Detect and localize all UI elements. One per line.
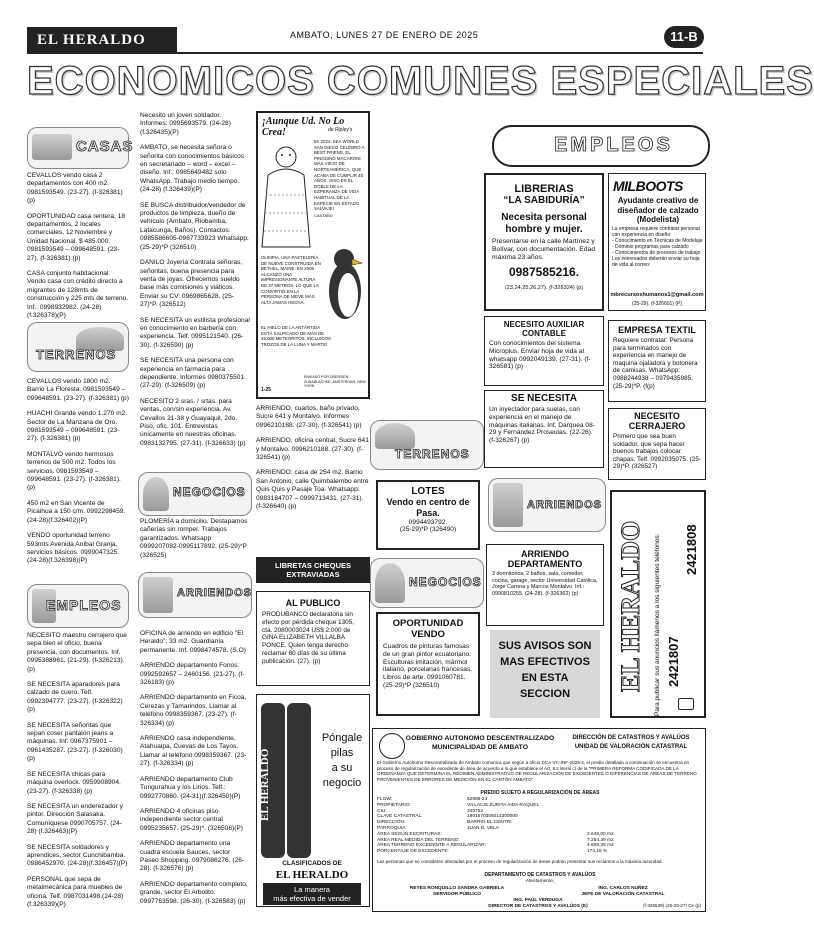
- list-item: ARRIENDO departamento Club Tungurahua y los Lirios. Telf.: 0992770860. (24-31)(f.326450)(P): [140, 775, 241, 800]
- person-icon: [493, 483, 523, 527]
- lotes-phone: 0994493792.: [408, 519, 448, 526]
- promo-line: a su: [331, 762, 353, 774]
- list-item: VENDO oportunidad terreno 593mts Avenida Aníbal Granja, servicios básicos. 0999047325. (24-28)(f.326398)(P): [27, 532, 120, 565]
- terrenos-banner: [27, 322, 129, 372]
- se-necesita-box: [484, 390, 604, 468]
- field-label: CIU:: [377, 808, 387, 814]
- empresa-text: Requiere contratar: Persona para terminados con experiencia en manejo de maquina ojaladora y botonera de camisas. WhatsApp: 0988244938 – 0979435985. (25-29)*P. (f(p): [613, 337, 698, 390]
- list-item: DANILO Joyería Contrata señoras, señoritas, buena presencia para venta de joyas. Ofrecemos sueldo base más comisiones y viáticos. Enviar su CV: 0969865628. (25-27)*P. (326512): [140, 259, 243, 309]
- gad-predio-title: PREDIO SUJETO A REGULARIZACIÓN DE ÁREAS: [480, 790, 600, 796]
- list-item: ARRIENDO departamento completo, grande, sector El Arbolito. 0997763598. (26-30). (f-326583) (p): [140, 880, 248, 905]
- ripley-title: ¡Aunque Ud. No Lo Crea!: [262, 116, 345, 138]
- empleos-banner: [27, 584, 129, 628]
- field-value: JUAN B. VELA: [467, 825, 499, 831]
- field-label: DIRECCIÓN:: [377, 820, 406, 826]
- area-label: ÁREA REAL MEDIDA DEL TERRENO:: [377, 837, 460, 843]
- field-value: 349752: [467, 808, 484, 814]
- casas-banner: [27, 127, 134, 169]
- header-rule: [27, 52, 703, 54]
- list-item: SE BUSCA distribuidor/vendedor de productos de limpieza, dueño de vehículo (Ambato, Riobamba, Latacunga, Baños). Contactos: 0985586605-0967733923 Whatsapp. (25-29)*P (326510): [140, 201, 249, 251]
- promo-slogan: [315, 731, 369, 791]
- lotes-box: [376, 480, 480, 550]
- penguin-illustration: [322, 243, 368, 323]
- empleos-ads: [27, 632, 129, 916]
- milboots-email: mbrecursoshumanos1@gmail.com: [610, 292, 704, 298]
- businessman-icon: [143, 477, 169, 511]
- librerias-need: Necesita personal hombre y mujer.: [501, 212, 587, 235]
- negocios-banner-2: [370, 558, 484, 608]
- ripley-panel: [256, 111, 370, 399]
- librerias-phone: 0987585216.: [508, 264, 580, 279]
- arriendos-label: ARRIENDOS: [177, 587, 253, 599]
- milboots-code: (25-29). (f-326601) (P): [631, 301, 683, 307]
- col3-ads: [256, 405, 370, 518]
- list-item: ARRIENDO departamento una cuadra escuela Sauces, sector Paseo Shopping. 0979086276. (26-28). (f-326576) (p): [140, 840, 245, 873]
- casas-label: CASAS: [76, 138, 134, 155]
- milboots-title: Ayudante creativo de diseñador de calzado (Modelista): [617, 196, 699, 224]
- empresa-textil-box: [608, 320, 706, 402]
- heraldo-line: Para publicar sus anuncios llámenos a los siguientes teléfonos:: [654, 533, 661, 716]
- librerias-code: (23,24,25,26,27). (f-326324) (p): [504, 284, 584, 291]
- gad-notice: [372, 728, 706, 912]
- promo-footer: [263, 883, 361, 905]
- se-necesita-text: Un inyectador para suelas, con experiencia en el manejo de máquinas italianas. Inf. Darquea 08-29 y Fernández Proseulas. (22-26). (f-326267) (p): [489, 406, 595, 445]
- gad-fields: [377, 797, 703, 855]
- heraldo-phone-panel: [610, 490, 706, 718]
- gad-signature-1: [377, 886, 537, 898]
- se-necesita-title: SE NECESITA: [511, 393, 577, 404]
- tree-icon: [375, 423, 415, 449]
- ripley-fact-3: EL HIELO DE LA ANTÁRTIDA ESTÁ SALPICADO DE MÁS DE 45.000 METEORITOS, INCLUIDOS TROZOS DE LA LUNA Y MARTE!: [261, 325, 331, 347]
- list-item: AMBATO, se necesita señora o señorita con conocimientos básicos en secretariado – word – excel – diseño. Inf.: 0985649482 solo WhatsApp. Trabajo medio tiempo. (24-28) (f.326439)(P): [140, 144, 245, 194]
- list-item: ARRIENDO departamento Fonos: 0992592657 – 2460156. (21-27). (f-326183) (p): [140, 662, 245, 687]
- phone-icon: [678, 698, 694, 710]
- list-item: - Conocimiento en Técnicas de Modelaje: [612, 238, 703, 244]
- negocios-label: NEGOCIOS: [173, 485, 246, 499]
- section-title: ECONOMICOS COMUNES ESPECIALES: [27, 59, 814, 103]
- list-item: CEVALLOS vendo casa 2 departamentos con 400 m2. 0981593549. (23-27). (f-326381) (p): [27, 172, 123, 205]
- terrenos-banner-2: [370, 420, 484, 470]
- signer-role: JEFE DE VALORACIÓN CATASTRAL: [581, 891, 665, 897]
- list-item: OFICINA de arriendo en edificio "El Heraldo"; 33 m2. Guardianía permanente. Inf. 0998474578. (S.O): [140, 630, 246, 654]
- list-item: ARRIENDO casa independiente, Atahualpa, Cuevas de Los Tayos. Llamar al teléfono 0998359367. (23-27). (f-326334) (p): [140, 735, 247, 768]
- promo-footer-line: más efectiva de vender: [273, 894, 351, 903]
- terrenos-label-2: TERRENOS: [395, 447, 470, 461]
- list-item: SE NECESITA una persona con experiencia en farmacia para dependiente. Informes 0980375501. (27-29). (f-326509) (p): [140, 357, 246, 390]
- milboots-body: [612, 226, 704, 268]
- librerias-box: [484, 173, 604, 311]
- businessman-icon: [375, 563, 405, 603]
- list-item: SE NECESITA soldadores y aprendices, sector Cunchibamba. 0986452970. (24-28)(f.326457)(P): [27, 843, 128, 868]
- arriendo-departamento-box: [486, 544, 604, 626]
- promo-line: negocio: [322, 777, 362, 789]
- field-label: FLOW:: [377, 797, 393, 802]
- field-value: BARRIO EL CENTRI: [467, 820, 512, 826]
- cerrajero-text: Primero que sea buen soldador, que sepa hacer buenos trabajos colocar chapas. Telf. 0992035075. (25-29)*P. (326527): [613, 433, 701, 471]
- list-item: PERSONAL que sepa de metalmecánica para muebles de oficina. Telf. 0987031498.(24-28) (f.326339)(P): [27, 875, 124, 908]
- oportunidad-text: Cuadros de pinturas famosas de un gran pintor ecuatoriano. Esculturas imitación, mármol italiano, porcelanas francesas. Libros de arte. 0991060781. (25-29)*P (326510): [383, 643, 473, 689]
- heraldo-phone-1: 2421807: [666, 636, 681, 688]
- date-line: AMBATO, LUNES 27 DE ENERO DE 2025: [290, 30, 479, 40]
- promo-brand: EL HERALDO: [275, 869, 349, 881]
- negocios-ad: [140, 518, 250, 567]
- gad-right-header: [559, 734, 703, 752]
- list-item: ARRIENDO: casa de 254 m2. Barrio San Antonio, calle Quimbalembo entre Quis Quis y Pasaje Toa. Whatsapp: 0983184707 – 0999713431. (27-31). (f-326640) (p): [256, 469, 369, 511]
- gad-left-header: [405, 734, 555, 752]
- signer-role: DIRECTOR DE CATASTROS Y AVALÚOS (E): [488, 903, 588, 909]
- area-label: ÁREA TERRENO EXCEDENTE A REGULARIZAR:: [377, 843, 486, 849]
- empleos-top-banner: [492, 125, 710, 167]
- terrenos-ads: [27, 378, 129, 573]
- milboots-intro: La empresa requiere contratar personal con experiencia en diseño:: [612, 226, 700, 238]
- milboots-box: [608, 173, 706, 311]
- snowman-illustration: [260, 139, 312, 249]
- empleos-label: EMPLEOS: [46, 597, 122, 613]
- field-label: PARROQUIA:: [377, 825, 407, 831]
- libretas-banner: LIBRETAS CHEQUES EXTRAVIADAS: [256, 557, 370, 583]
- al-publico-box: [256, 591, 370, 686]
- list-item: CASA conjunto habitacional. Vendo casa con crédito directo a migrantes de 128mts de construcción y 225 mts de terreno. Inf.: 0998932982. (24-28)(f.326378)(P): [27, 270, 129, 320]
- list-item: PLOMERÍA a domicilio. Destapamos cañerías sin romper. Trabajos garantizados. Whatsapp 0999207082-0995117892. (25-29)*P (326525): [140, 518, 248, 559]
- signer-name: ING. PAÚL VERDUGA: [513, 898, 563, 903]
- area-label: ÁREA SEGÚN ESCRITURAS:: [377, 831, 442, 837]
- empresa-title: EMPRESA TEXTIL: [618, 325, 696, 335]
- auxiliar-box: [484, 316, 604, 386]
- gad-signature-3: [453, 898, 623, 910]
- gad-right-sub: UNIDAD DE VALORACIÓN CATASTRAL: [574, 744, 688, 750]
- ripley-credit: ENVIADO POR DREISSEN ZUNABLACHKE, AMSTERDAM, NEW YORK.: [304, 375, 366, 389]
- field-value: 1801570306014300000: [467, 814, 518, 820]
- al-publico-title: AL PUBLICO: [285, 598, 341, 608]
- list-item: - Conocimientos de procesos de trabajo: [612, 250, 701, 256]
- list-item: OPORTUNIDAD casa rentera, 18 departamentos, 2 locales comerciales, 12 Noviembre y Unidad Nacional. $ 485.000. 0981593549 – 099648591. (23-27). (f-326381) (p): [27, 212, 126, 262]
- list-item: SE NECESITA un enderezador y pintor. Dirección Salasaka. Comuníquese 0990705757. (24-28) (f.326463)(P): [27, 802, 123, 836]
- field-value: 62896-24: [467, 797, 488, 802]
- arriendo-title: ARRIENDO DEPARTAMENTO: [507, 549, 583, 569]
- milboots-logo: MILBOOTS: [613, 178, 683, 194]
- list-item: MONTALVO vendo hermosos terrenos de 500 m2. Todos los servicios. 0981593549 – 099648591. (23-27). (f-326381). (p): [27, 450, 121, 492]
- list-item: SE NECESITA señoritas que sepan coser pantalón jeans a máquinas. Inf. 0967375901 – 0961435287. (23-27). (f-326030) (p): [27, 721, 123, 763]
- casas-ads: [27, 172, 129, 328]
- list-item: ARRIENDO, oficina central, Sucre 641 y Montalvo. 0996210188. (27-30). (f-326541) (p): [256, 437, 369, 462]
- gad-dept: DEPARTAMENTO DE CATASTROS Y AVALÚOS: [484, 872, 596, 878]
- lotes-title: LOTES: [411, 486, 445, 497]
- promo-box: [256, 694, 370, 907]
- gad-right-title: DIRECCIÓN DE CATASTROS Y AVALÚOS: [572, 735, 690, 741]
- list-item: NECESITO maestro cerrajero que sepa bien el oficio, buena presencia, con documentos. Inf. 0995388961. (21-29). (f-326213). (p): [27, 632, 127, 673]
- cerrajero-box: [608, 408, 706, 480]
- arriendos-banner-2: [488, 478, 606, 532]
- empleos-top-label: EMPLEOS: [554, 134, 673, 156]
- field-label: CLAVE CATASTRAL:: [377, 814, 423, 820]
- auxiliar-text: Con conocimientos del sistema Microplus. Enviar hoja de vida al whatsapp 0992049139. (27-31). (f-326581) (p): [489, 340, 591, 371]
- person-icon: [143, 577, 173, 613]
- oportunidad-box: [376, 612, 480, 716]
- gad-code: (f-326539) (25-26-27) Ce (p): [643, 903, 701, 908]
- col2-ads: [140, 112, 250, 455]
- house-icon: [32, 134, 72, 160]
- list-item: Necesito un joven soldador. Informes: 0995693579. (24-28) (f.326435)(P): [140, 112, 231, 136]
- auxiliar-title: NECESITO AUXILIAR CONTABLE: [503, 320, 585, 338]
- gad-left-title: GOBIERNO AUTONOMO DESCENTRALIZADO: [405, 735, 555, 742]
- promo-footer-line: La manera: [294, 885, 330, 894]
- list-item: ARRIENDO departamento en Ficoa, Cerezas y Tamarindos. Llamar al teléfono 0998359367. (23-27). (f-326334) (p): [140, 694, 247, 727]
- list-item: HUACHI Grande vendo 1.270 m2. Sector de La Manzana de Oro. 0981593549 – 099648591. (23-27). (f-326381) (p): [27, 410, 128, 443]
- gad-left-sub: MUNICIPALIDAD DE AMBATO: [431, 744, 529, 751]
- oportunidad-title: OPORTUNIDAD VENDO: [392, 618, 464, 640]
- ripley-fact-1: En 2024, SEA WORLD SAN DIEGO CELEBRÓ A BEST FRIEND, EL PINGÜINO MACARONI MÁS VIEJO DE NORTEAMÉRICA, QUE ACABA DE CUMPLIR 40 AÑOS. ¡ESO ES EL DOBLE DE LA ESPERANZA DE VIDA HABITUAL DE LA ESPECIE EN ESTADO SALVAJE!: [314, 139, 365, 212]
- al-publico-text: PRODUBANCO declaratoria sin efecto por pérdida cheque 1305, cta. 2080003024 US$ 2.000 de GINA ELIZABETH VILLALBA PONCE. Quien tenga derecho reclamar 60 días de su última publicación. (27). (p): [262, 611, 355, 665]
- area-row: [377, 849, 703, 855]
- list-item: ARRIENDO, cuartos, baño privado, Sucre 641 y Montalvo. Informes 0996210188. (27-30). (f-326541) (p): [256, 405, 362, 429]
- gad-atentamente: Atentamente,: [525, 879, 555, 884]
- promo-clasificados: CLASIFICADOS DE: [282, 860, 342, 867]
- list-item: 450 m2 en San Vicente de Picaihua a 150 c/m. 0992298459. (24-28)(f.326402)(P): [27, 499, 126, 524]
- gad-signature-2: [543, 886, 703, 898]
- avisos-panel: SUS AVISOS SON MAS EFECTIVOS EN ESTA SECCION: [490, 630, 600, 718]
- field-value: VILLACIS ZURITA AIDA RAQUEL: [467, 802, 540, 808]
- negocios-label-2: NEGOCIOS: [409, 575, 482, 589]
- signer-name: ING. CARLOS NUÑEZ: [598, 886, 648, 891]
- promo-brand-vertical: EL HERALDO: [259, 748, 271, 822]
- promo-line: pilas: [330, 747, 354, 759]
- ripley-fact-2: OLIMPIA, UNA PASTELERÍA DE NUEVE CONSTRUIDA EN BETHEL, MAINE, EN 2008 ALCANZÓ UNA IMPRESIONANTE ALTURA DE 37 METROS, LO QUE LA CONVIRTIÓ EN LA PERSONA DE NIEVE MÁS ALTA JAMÁS HECHA.: [261, 255, 321, 305]
- negocios-banner: [138, 472, 252, 516]
- list-item: NECESITO 2 sras. / srtas. para ventas, con/sin experiencia. Av. Cevallos 21-38 y Guayaquil, 2do. Piso, ofic. 101. Entrevistas únicamente en nuestras oficinas. 0983132795. (27-31). (f-326633) (p): [140, 397, 246, 447]
- librerias-title: LIBRERIAS: [514, 183, 574, 195]
- ripley-brand: de Ripley's: [328, 127, 353, 133]
- list-item: ARRIENDO 4 oficinas piso independiente sector central 0995235657. (25-29)*. (326506)(P): [140, 807, 244, 832]
- page-number: 11-B: [664, 26, 704, 48]
- list-item: SE NECESITA chicas para máquina overlock. 0959908904. (23-27). (f-326338) (p): [27, 770, 121, 795]
- list-item: - Dominio programas para calzado: [612, 244, 689, 250]
- signer-name: REYES RONQUILLO SANDRA GABRIELA: [409, 886, 505, 891]
- lotes-code: (25-29)*P (326490): [399, 526, 457, 533]
- promo-line: Póngale: [321, 732, 363, 744]
- gad-note: Las personas que se consideren afectadas por el proceso de regularización de áreas podrán presentar sus reclamos a la máxima autoridad.: [377, 859, 663, 864]
- arriendos-label-2: ARRIENDOS: [527, 499, 603, 511]
- terrenos-label: TERRENOS: [36, 347, 117, 362]
- newspaper-name-tag: EL HERALDO: [27, 27, 177, 53]
- list-item: CEVALLOS vendo 1800 m2. Barrio La Floresta. 0981593549 – 099648591. (23-27). (f-326381) (p): [27, 378, 129, 402]
- ripley-date: 1-25: [261, 387, 272, 393]
- arriendos-banner: [138, 572, 252, 618]
- municipality-seal-icon: [379, 733, 405, 759]
- area-label: PORCENTAJE DE EXCEDENTE:: [377, 849, 449, 855]
- area-value: 4.608,39 m2: [587, 843, 614, 849]
- librerias-name: “LA SABIDURÍA”: [503, 195, 585, 206]
- arriendo-text: 3 dormitorios, 2 baños, sala, comedor, cocina, garage, sector Universidad Católica, Jorge Carrera y Marcos Montalvo. Inf.: 0990810255. (24-28). (f-326362) (p): [492, 571, 598, 597]
- arriendos-ads: [140, 630, 250, 913]
- heraldo-phone-2: 2421808: [684, 524, 699, 576]
- cerrajero-title: NECESITO CERRAJERO: [628, 411, 686, 431]
- field-label: PROPIETARIO:: [377, 802, 411, 808]
- area-value: 174,16 %: [587, 849, 608, 855]
- area-value: 2.646,00 m2.: [587, 831, 616, 837]
- list-item: SE NECESITA aparadores para calzado de cuero. Telf. 0992394777. (23-27). (f-326322) (p): [27, 681, 123, 714]
- area-value: 7.254,39 m2: [587, 837, 614, 843]
- gad-body: El Gobierno Autónomo Descentralizado de Ambato comunica que según a oficio DCA-VC-INF-2025-2, el predio detallado a continuación se encuentra en proceso de regularización de excedente de área de acuerdo a lo que establece el Art. 8.2 literal c) de la “PRIMERA REFORMA CODIFICADA DE LA ORDENANZA QUE DETERMINA EL RÉGIMEN ADMINISTRATIVO DE REGULARIZACIÓN DE EXCEDENTES O DIFERENCIAS DE ÁREAS DE TERRENO PROVENIENTES DE ERRORES DE MEDICIÓN EN EL CANTÓN AMBATO”: [377, 760, 697, 782]
- list-item: SE NECESITA un estilista profesional en conocimiento en barbería con experiencia. Telf. 0995121540. (26-30). (f-326590) (p): [140, 316, 250, 349]
- lotes-sub: Vendo en centro de Pasa.: [386, 497, 470, 518]
- list-item: Los interesados deberán enviar su hoja de vida al correo:: [612, 256, 700, 268]
- signer-role: SERVIDOR PÚBLICO: [433, 891, 481, 897]
- ripley-artist: CASTAÑO: [314, 213, 334, 218]
- librerias-text: Presentarse en la calle Martínez y Bolívar, con documentación. Edad máxima 23 años.: [492, 238, 596, 262]
- heraldo-vertical-logo: EL HERALDO: [616, 520, 645, 692]
